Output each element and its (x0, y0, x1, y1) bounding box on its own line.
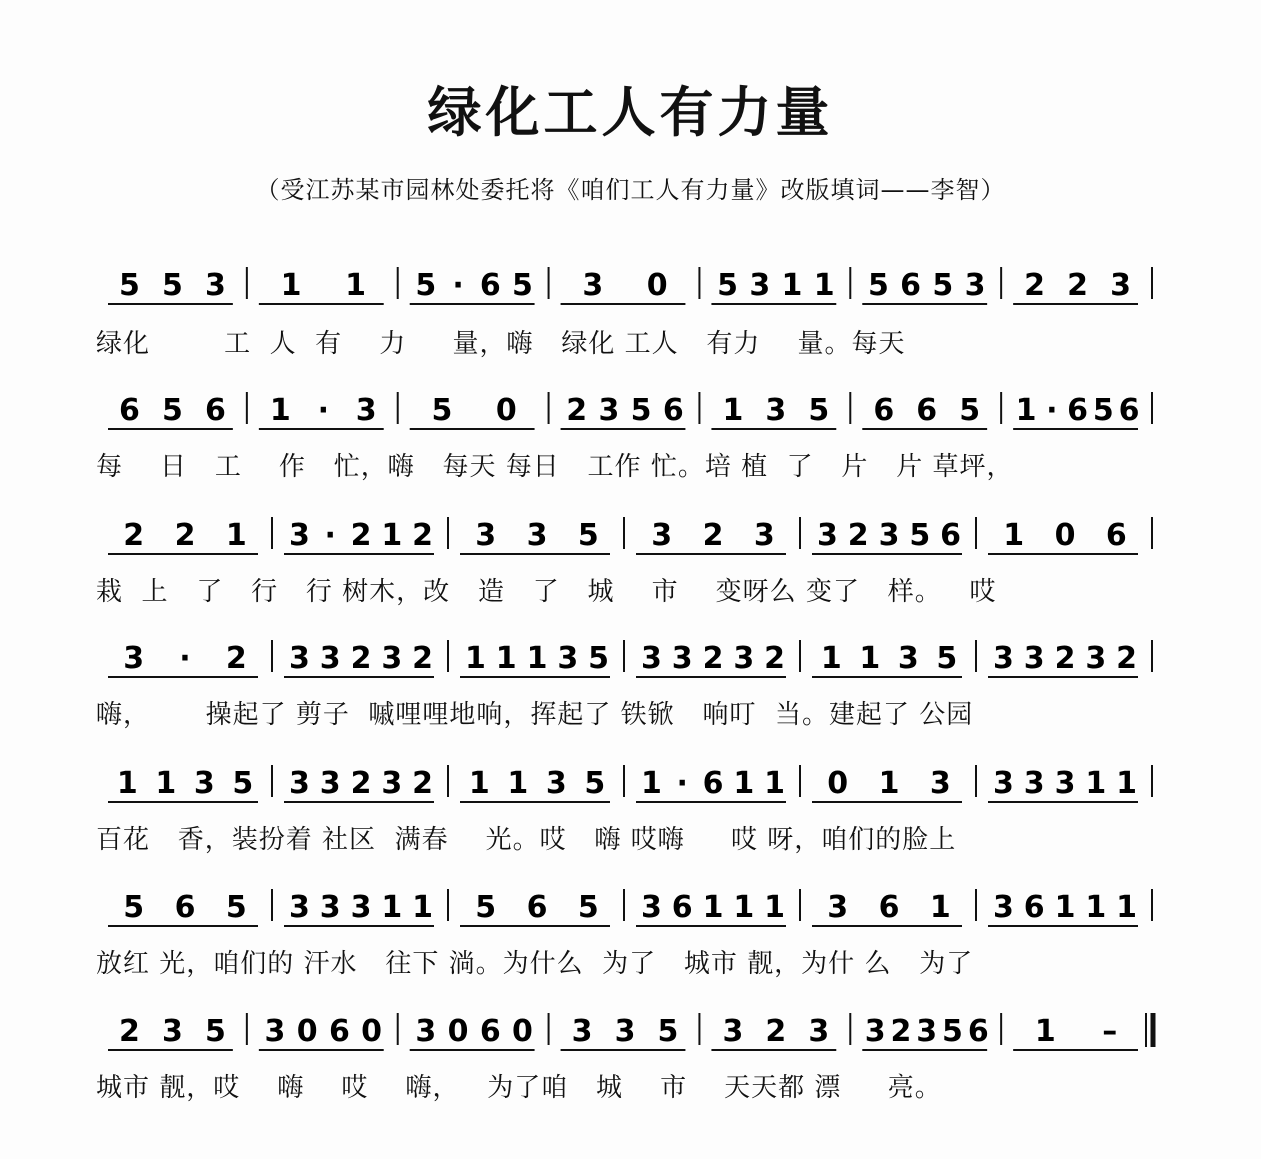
note: 2 (764, 641, 786, 676)
note: 3 (319, 766, 341, 801)
note: 5 (232, 766, 254, 801)
note: 3 (264, 1014, 286, 1049)
note: 2 (702, 518, 724, 553)
note: 3 (288, 518, 310, 553)
note: 3 (749, 268, 771, 303)
lyric-line: 嗨， 操起了 剪子 嘁哩哩地响，挥起了 铁锨 响叮 当。建起了 公园 (96, 700, 974, 730)
note: 5 (657, 1014, 679, 1049)
note: 5 (909, 518, 931, 553)
note: 1 (1085, 890, 1107, 925)
song-subtitle: （受江苏某市园林处委托将《咱们工人有力量》改版填词——李智） (255, 176, 1006, 204)
note: 1 (345, 268, 366, 303)
note: 5 (161, 393, 183, 428)
note: · (324, 518, 336, 553)
note: 1 (1116, 890, 1138, 925)
note: 0 (296, 1014, 318, 1049)
note: 3 (415, 1014, 437, 1049)
note: 1 (468, 766, 490, 801)
note: 6 (940, 518, 962, 553)
note: 6 (1105, 518, 1127, 553)
note: 2 (890, 1014, 912, 1049)
note: 1 (507, 766, 529, 801)
note: 1 (381, 518, 403, 553)
note: 3 (1023, 641, 1045, 676)
note: 5 (942, 1014, 963, 1049)
note: 6 (174, 890, 196, 925)
note: 1 (820, 641, 842, 676)
note: 5 (204, 1014, 226, 1049)
note: 1 (878, 766, 900, 801)
note: 6 (662, 393, 684, 428)
note: 3 (288, 890, 310, 925)
note: 6 (479, 268, 501, 303)
note: 0 (1054, 518, 1076, 553)
note: 1 (155, 766, 177, 801)
note: · (317, 393, 329, 428)
note: 1 (781, 268, 803, 303)
note: 6 (878, 890, 900, 925)
note: 2 (765, 1014, 787, 1049)
note: 0 (827, 766, 849, 801)
note: 2 (412, 641, 434, 676)
note: 5 (932, 268, 954, 303)
note: 3 (381, 641, 403, 676)
note: 0 (512, 1014, 533, 1049)
note: 5 (577, 890, 599, 925)
note: 2 (412, 518, 434, 553)
note: 1 (764, 890, 786, 925)
note: 5 (1092, 393, 1114, 428)
note: 3 (598, 393, 620, 428)
note: 2 (847, 518, 869, 553)
note: · (179, 641, 191, 676)
note: 1 (1085, 766, 1107, 801)
note: 2 (225, 641, 247, 676)
note: 5 (867, 268, 889, 303)
note: 2 (1116, 641, 1138, 676)
note: 6 (702, 766, 724, 801)
note: 3 (765, 393, 787, 428)
note: 3 (381, 766, 403, 801)
note: 2 (119, 1014, 140, 1049)
note: 3 (161, 1014, 183, 1049)
note: 1 (495, 641, 517, 676)
note: 3 (355, 393, 377, 428)
note: 3 (350, 890, 372, 925)
note: 1 (526, 641, 548, 676)
note: 3 (878, 518, 900, 553)
note: 1 (640, 766, 662, 801)
note: 6 (479, 1014, 501, 1049)
note: 6 (328, 1014, 350, 1049)
note: 1 (412, 890, 434, 925)
note: 3 (808, 1014, 830, 1049)
note: 1 (929, 890, 951, 925)
note: 6 (119, 393, 140, 428)
note: 3 (992, 890, 1014, 925)
lyric-line: 城市 靓，哎 嗨 哎 嗨， 为了咱 城 市 天天都 漂 亮。 (96, 1073, 942, 1103)
note: 5 (936, 641, 958, 676)
lyric-line: 每 日 工 作 忙，嗨 每天 每日 工作 忙。培 植 了 片 片 草坪， (96, 452, 1014, 482)
note: 6 (1118, 393, 1140, 428)
note: 3 (992, 641, 1014, 676)
note: 1 (464, 641, 486, 676)
note: 6 (873, 393, 895, 428)
note: 3 (288, 766, 310, 801)
note: 5 (584, 766, 606, 801)
note: 3 (288, 641, 310, 676)
note: 3 (671, 641, 693, 676)
note: 5 (588, 641, 610, 676)
note: 6 (1067, 393, 1089, 428)
note: 1 (1116, 766, 1138, 801)
note: 3 (992, 766, 1014, 801)
note: 3 (753, 518, 775, 553)
note: 3 (557, 641, 579, 676)
note: 1 (733, 766, 755, 801)
note: · (452, 268, 464, 303)
note: 6 (1023, 890, 1045, 925)
note: 2 (566, 393, 588, 428)
note: 6 (967, 1014, 989, 1049)
note: 3 (916, 1014, 938, 1049)
note: 1 (859, 641, 881, 676)
note: 6 (526, 890, 548, 925)
note: 1 (269, 393, 291, 428)
note: 3 (545, 766, 567, 801)
note: 3 (640, 641, 662, 676)
note: 3 (1023, 766, 1045, 801)
note: 3 (733, 641, 755, 676)
note: 3 (897, 641, 919, 676)
note: 1 (381, 890, 403, 925)
note: 2 (1067, 268, 1089, 303)
note: 1 (1034, 1014, 1056, 1049)
note: – (1102, 1014, 1118, 1049)
lyric-line: 百花 香，装扮着 社区 满春 光。哎 嗨 哎嗨 哎 呀，咱们的脸上 (96, 825, 957, 855)
note: 3 (571, 1014, 593, 1049)
note: 0 (646, 268, 668, 303)
note: 5 (512, 268, 533, 303)
note: 3 (929, 766, 951, 801)
note: 1 (764, 766, 786, 801)
note: 6 (916, 393, 938, 428)
note: 3 (193, 766, 215, 801)
note: 5 (123, 890, 145, 925)
note: 6 (900, 268, 922, 303)
note: 3 (864, 1014, 886, 1049)
note: 5 (119, 268, 140, 303)
note: 1 (116, 766, 138, 801)
note: 0 (447, 1014, 469, 1049)
note: 2 (174, 518, 196, 553)
note: 3 (816, 518, 838, 553)
note: 5 (959, 393, 981, 428)
note: 1 (733, 890, 755, 925)
note: 3 (614, 1014, 636, 1049)
note: 0 (495, 393, 517, 428)
lyric-line: 放红 光，咱们的 汗水 往下 淌。为什么 为了 城市 靓，为什 么 为了 (96, 949, 974, 979)
note: 0 (361, 1014, 383, 1049)
note: 5 (475, 890, 497, 925)
note: 3 (319, 641, 341, 676)
note: 2 (702, 641, 724, 676)
note: 5 (415, 268, 437, 303)
note: 3 (582, 268, 604, 303)
song-title: 绿化工人有力量 (427, 81, 834, 144)
lyric-line: 绿化 工 人 有 力 量，嗨 绿化 工人 有力 量。每天 (96, 329, 906, 359)
note: 1 (280, 268, 302, 303)
note: 5 (225, 890, 247, 925)
note: 3 (1085, 641, 1107, 676)
note: 2 (123, 518, 145, 553)
note: 3 (1054, 766, 1076, 801)
note: 2 (350, 641, 372, 676)
note: 6 (204, 393, 226, 428)
note: 1 (225, 518, 247, 553)
note: 3 (475, 518, 497, 553)
note: 5 (161, 268, 183, 303)
note: 3 (651, 518, 673, 553)
note: 3 (1110, 268, 1131, 303)
note: · (1046, 393, 1058, 428)
note: 3 (640, 890, 662, 925)
note: 1 (1015, 393, 1037, 428)
note: 3 (827, 890, 849, 925)
note: 2 (412, 766, 434, 801)
note: 5 (577, 518, 599, 553)
note: 3 (722, 1014, 744, 1049)
note: 1 (702, 890, 724, 925)
note: 5 (808, 393, 830, 428)
note: · (676, 766, 688, 801)
note: 1 (722, 393, 744, 428)
note: 2 (350, 518, 372, 553)
note: 6 (671, 890, 693, 925)
note: 2 (1024, 268, 1046, 303)
note: 3 (526, 518, 548, 553)
note: 3 (123, 641, 145, 676)
note: 5 (630, 393, 652, 428)
note: 5 (717, 268, 738, 303)
note: 3 (204, 268, 226, 303)
note: 2 (350, 766, 372, 801)
note: 1 (1003, 518, 1025, 553)
lyric-line: 栽 上 了 行 行 树木，改 造 了 城 市 变呀么 变了 样。 哎 (96, 577, 997, 607)
note: 2 (1054, 641, 1076, 676)
note: 1 (813, 268, 835, 303)
note: 5 (431, 393, 453, 428)
note: 3 (319, 890, 341, 925)
note: 3 (964, 268, 986, 303)
note: 1 (1054, 890, 1076, 925)
